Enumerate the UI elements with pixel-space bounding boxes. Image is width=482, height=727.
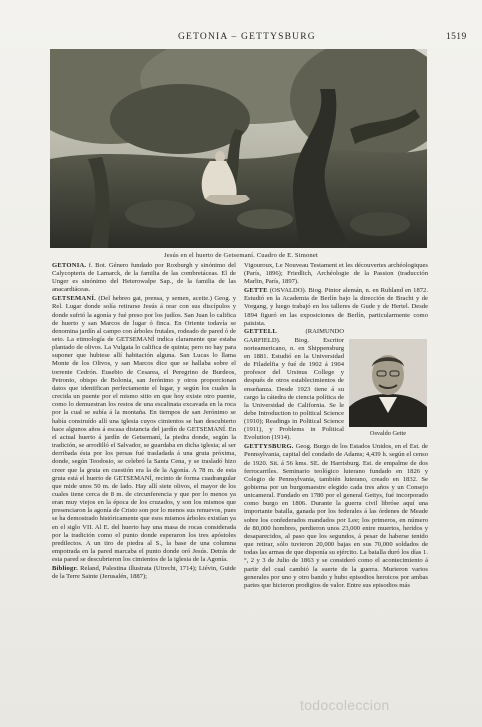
entry-gettell [244,328,344,442]
entry-bibliography-text: Reland, Palestina illustrata (Utrecht, 1714); Liévin, Guide de la Terre Sainte (Jerusalén, 1887); [52,564,236,581]
portrait-figure [349,339,427,437]
entry-bibliography [52,565,236,581]
entry-gettysburg [244,443,428,590]
headword-bibliogr: Bibliogr. [52,564,78,572]
headword-getsemani: GETSEMANÍ. [52,295,96,303]
entry-getsemani [52,295,236,564]
portrait-caption: Osvaldo Gette [369,430,407,437]
entry-gette-text: (OSVALDO). Biog. Pintor alemán, n. en Ruhland en 1872. Estudió en la Academia de Berlín bajo la dirección de Bracht y de Vorgang, y luego trabajó en los talleres de Gude y de Hertel. Desde 1894 figuró en las exposiciones de Berlín, particularmente como paisista. [244,287,428,327]
headword-getonia: GETONIA. [52,262,87,269]
running-title: GETONIA – GETTYSBURG [178,32,316,42]
entry-getonia-text: f. Bot. Género fundado por Roxburgh y sinónimo del Calycopteris de Lamarck, de la familia de las combretáceas. El de Unger es sinónimo del Heterowalpe Sap., de la familia de las anacardiáceas. [52,262,236,294]
entry-getonia [52,262,236,295]
painting-jesus-gethsemane [50,49,427,248]
headword-gette: GETTE [244,287,268,295]
page-number: 1519 [446,32,467,42]
entry-gettysburg-text: Geog. Burgo de los Estados Unidos, en el Est. de Pennsylvania, capital del condado de Adams; 4,439 h. según el censo de 1920. Sit. á 56 kms. SE. de Harrisburg. Est. de empalme de dos ferrocarriles. Seminario teológico luterano fundado en 1826 y Colegio de Pennsylvania, también luterano, creado en 1832. Se gobierna por un burgomaestre elegido cada tres años y un Consejo unicameral. Fundado en 1780 por el general Gettys, fué incorporado como burgo en 1806. Durante la guerra civil libróse aquí una importante batalla, ganada por los federales á las órdenes de Meade sobre los confederados mandados por Lee; los primeros, en número de 80,000 hombres, perdieron unos 23,000 entre muertos, heridos y desaparecidos, al paso que los segundos, á pesar de haberse tenido que retirar, sólo tuvieron 20,000 bajas en sus 70,000 soldados de todas las armas de que disponía su ejército. La batalla duró los días 1.°, 2 y 3 de Julio de 1863 y se consideró como el acontecimiento á partir del cual cambió la suerte de la guerra. Murieron varios generales por uno y otro bando y hubo episodios heroicos por ambas partes que hicieron prodigios de valor. Entre sus episodios más [244,443,428,589]
watermark: todocoleccion [300,697,390,713]
entry-getsemani-text: (Del hebreo gat, prensa, y semen, aceite.) Geog. y Rel. Lugar donde solía retirarse Jesús á orar con sus discípulos y donde sufrió la agonía y fué preso por los judíos. San Juan lo califica de huerto y san Marcos de lugar ó finca. En Oriente todavía se denomina jardín al campo con árboles frutales, rodeado de pared ó de seto. La etimología de GETSEMANÍ indica claramente que estaba plantado de olivos. La Vulgata lo califica de quinta; pero no hay para suponer que hubiese allí habitación alguna. San Lucas lo llama Monte de los Olivos, y san Marcos dice que se hallaba sobre el torrente Cedrón. Eusebio de Cesarea, el Peregrino de Burdeos, Petronio, obispo de Bolonia, san Jerónimo y otros proporcionan datos que identifican perfectamente el lugar, y según los cuales la crecida un puente por el mismo sitio en que hoy existe otro puente, como lo demuestran los restos de una escalinata excavada en la roca por la cual se subía á la montaña. En tiempos de san Jerónimo se había construído allí una iglesia cuyos cimientos se han descubierto hace algunos años á escasa distancia del jardín de GETSEMANÍ. En el actual huerto á jardín de Getsemaní, la piedra donde, según la tradición, se arrodilló el Salvador, se guardaba en dicha iglesia; al ser derribada ésta por los persas fué trasladada á una gruta próxima, donde, según Teodosio, se celebró la Santa Cena, y se trasladó hizo creer que la gruta en cuestión era la de la Agonía. A 78 m. de esta gruta está el huerto de GETSEMANÍ, recinto de forma cuadrangular que mide unos 50 m. de lado. Hay allí siete olivos, el mayor de los cuales tiene cerca de 8 m. de circunferencia y que por lo menos ya eran muy viejos en la época de los cruzados, y son los mismos que presenciaron la agonía de Cristo son por lo menos sus renuevos, pues se ha demostrado históricamente que esos mismos árboles existían ya en el siglo VII. Al E. del huerto hay una masa de rocas considerada por la tradición como el punto donde esperaron los tres apóstoles predilectos. A un tiro de piedra al S., la base de una columna empotrada en la pared marcaba el punto donde oró Jesús. Detrás de esta pared se descubrieron los cimientos de la iglesia de la Agonía. [52,295,236,564]
entry-gette [244,287,428,328]
portrait-osvaldo-gette [349,339,427,427]
illustration-caption: Jesús en el huerto de Getsemaní. Cuadro de E. Simonet [164,252,318,259]
headword-gettell: GETTELL [244,328,277,336]
headword-gettysburg: GETTYSBURG. [244,443,294,451]
left-column [52,262,236,582]
entry-bibliography-continued: Vigouroux, Le Nouveau Testament et les découvertes archéologiques (París, 1896); Friedlich, Archéologie de la Passion (traducción Marlin, París, 1897). [244,262,428,286]
running-header [0,32,482,46]
entry-gettell-text: (RAIMUNDO GARFIELD). Biog. Escritor norteamericano, n. en Shippensburg en 1881. Estudió en la Universidad de Filadelfia y fué de 1902 á 1904 profesor del Ursinus College y después de otros establecimientos de enseñanza. Desde 1923 tiene á su cargo la cátedra de ciencia política de la Universidad de California. Se le debe Introduction to political Science (1910); Readings in Political Science (1911), y Problems in Political Evolution (1914). [244,328,344,442]
